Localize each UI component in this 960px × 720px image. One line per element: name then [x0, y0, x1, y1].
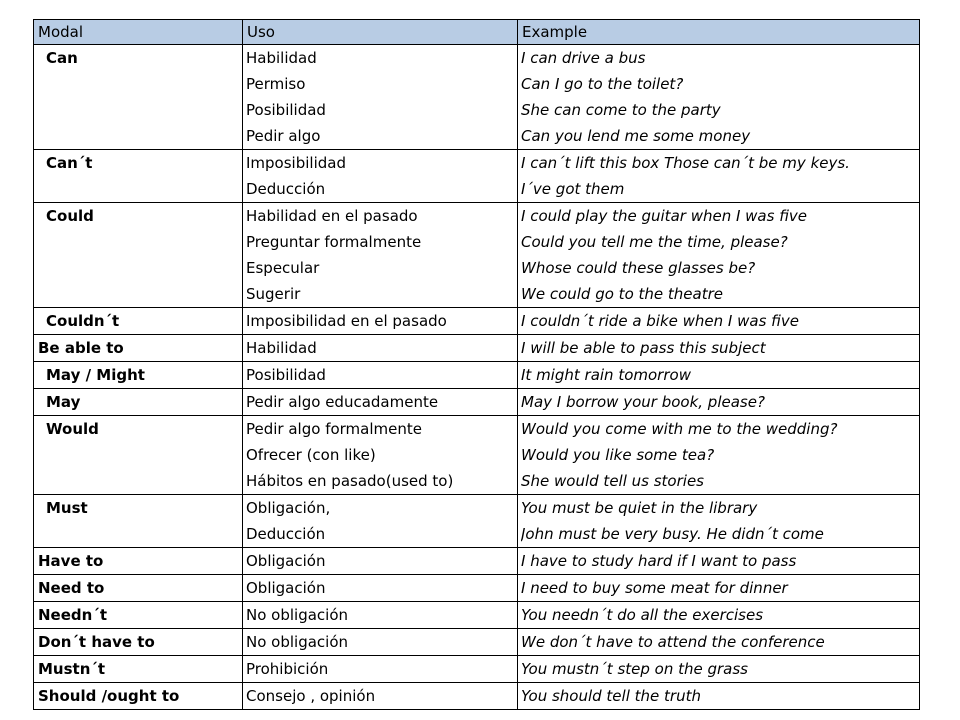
header-uso: Uso	[243, 20, 518, 45]
uso-cell	[243, 362, 518, 389]
uso-line: No obligación	[246, 633, 349, 651]
example-cell	[518, 362, 920, 389]
table-row	[34, 389, 920, 416]
table-row	[34, 150, 920, 203]
modal-cell: Would	[34, 416, 243, 495]
uso-line: Pedir algo	[246, 127, 321, 145]
table-row	[34, 683, 920, 710]
table-row	[34, 495, 920, 548]
example-line: Can you lend me some money	[521, 127, 751, 145]
example-line: Would you come with me to the wedding?	[521, 420, 838, 438]
example-cell	[518, 548, 920, 575]
example-cell	[518, 602, 920, 629]
uso-line: Obligación	[246, 579, 326, 597]
example-line: You should tell the truth	[521, 687, 701, 705]
table-row	[34, 575, 920, 602]
example-line: I can´t lift this box Those can´t be my keys.	[521, 154, 850, 172]
uso-cell	[243, 389, 518, 416]
table-row	[34, 308, 920, 335]
table-row	[34, 45, 920, 150]
header-example: Example	[518, 20, 920, 45]
uso-line: Obligación	[246, 552, 326, 570]
uso-line: No obligación	[246, 606, 349, 624]
uso-line: Hábitos en pasado(used to)	[246, 472, 454, 490]
example-line: It might rain tomorrow	[521, 366, 691, 384]
uso-line: Consejo , opinión	[246, 687, 376, 705]
uso-cell	[243, 683, 518, 710]
uso-line: Imposibilidad	[246, 154, 346, 172]
example-line: You must be quiet in the library	[521, 499, 758, 517]
table-row	[34, 416, 920, 495]
example-cell	[518, 308, 920, 335]
example-line: Whose could these glasses be?	[521, 259, 756, 277]
example-line: I could play the guitar when I was five	[521, 207, 808, 225]
modal-cell: Should /ought to	[34, 683, 243, 710]
modal-cell: Don´t have to	[34, 629, 243, 656]
uso-line: Prohibición	[246, 660, 329, 678]
example-cell	[518, 656, 920, 683]
uso-line: Deducción	[246, 180, 326, 198]
example-line: You needn´t do all the exercises	[521, 606, 764, 624]
header-modal: Modal	[34, 20, 243, 45]
modal-cell: Must	[34, 495, 243, 548]
example-cell	[518, 389, 920, 416]
modal-cell: Can´t	[34, 150, 243, 203]
modal-cell: Have to	[34, 548, 243, 575]
modal-cell: Could	[34, 203, 243, 308]
example-line: Would you like some tea?	[521, 446, 715, 464]
modal-cell: Can	[34, 45, 243, 150]
modal-cell: May	[34, 389, 243, 416]
uso-cell	[243, 416, 518, 495]
uso-line: Pedir algo educadamente	[246, 393, 439, 411]
uso-line: Habilidad	[246, 339, 317, 357]
example-line: We don´t have to attend the conference	[521, 633, 825, 651]
modal-cell: Need to	[34, 575, 243, 602]
example-line: John must be very busy. He didn´t come	[521, 525, 824, 543]
uso-line: Posibilidad	[246, 101, 326, 119]
table-row	[34, 602, 920, 629]
modals-table	[33, 19, 920, 710]
uso-line: Preguntar formalmente	[246, 233, 422, 251]
example-cell	[518, 629, 920, 656]
example-cell	[518, 683, 920, 710]
header-row	[34, 20, 920, 45]
modal-cell: May / Might	[34, 362, 243, 389]
example-line: I couldn´t ride a bike when I was five	[521, 312, 799, 330]
table-row	[34, 629, 920, 656]
uso-cell	[243, 548, 518, 575]
example-line: I have to study hard if I want to pass	[521, 552, 797, 570]
table-row	[34, 203, 920, 308]
modal-cell: Mustn´t	[34, 656, 243, 683]
uso-line: Sugerir	[246, 285, 301, 303]
modal-cell: Couldn´t	[34, 308, 243, 335]
uso-line: Habilidad	[246, 49, 317, 67]
example-cell	[518, 45, 920, 150]
uso-cell	[243, 150, 518, 203]
uso-cell	[243, 495, 518, 548]
uso-line: Obligación,	[246, 499, 331, 517]
example-line: You mustn´t step on the grass	[521, 660, 748, 678]
uso-line: Habilidad en el pasado	[246, 207, 418, 225]
example-cell	[518, 575, 920, 602]
example-cell	[518, 203, 920, 308]
uso-cell	[243, 629, 518, 656]
example-cell	[518, 335, 920, 362]
uso-line: Deducción	[246, 525, 326, 543]
table-row	[34, 548, 920, 575]
example-line: I need to buy some meat for dinner	[521, 579, 788, 597]
uso-line: Especular	[246, 259, 320, 277]
example-line: I can drive a bus	[521, 49, 646, 67]
uso-line: Pedir algo formalmente	[246, 420, 422, 438]
table-row	[34, 362, 920, 389]
uso-cell	[243, 656, 518, 683]
uso-cell	[243, 45, 518, 150]
uso-cell	[243, 602, 518, 629]
example-line: Can I go to the toilet?	[521, 75, 684, 93]
modal-cell: Be able to	[34, 335, 243, 362]
example-cell	[518, 150, 920, 203]
table-row	[34, 335, 920, 362]
modal-cell: Needn´t	[34, 602, 243, 629]
example-line: Could you tell me the time, please?	[521, 233, 788, 251]
example-line: May I borrow your book, please?	[521, 393, 765, 411]
uso-cell	[243, 203, 518, 308]
uso-line: Ofrecer (con like)	[246, 446, 376, 464]
uso-line: Imposibilidad en el pasado	[246, 312, 447, 330]
example-line: We could go to the theatre	[521, 285, 723, 303]
example-line: She can come to the party	[521, 101, 721, 119]
uso-cell	[243, 308, 518, 335]
uso-cell	[243, 335, 518, 362]
example-line: I will be able to pass this subject	[521, 339, 766, 357]
example-line: I´ve got them	[521, 180, 625, 198]
example-cell	[518, 495, 920, 548]
uso-cell	[243, 575, 518, 602]
example-line: She would tell us stories	[521, 472, 704, 490]
example-cell	[518, 416, 920, 495]
uso-line: Posibilidad	[246, 366, 326, 384]
table-row	[34, 656, 920, 683]
uso-line: Permiso	[246, 75, 306, 93]
